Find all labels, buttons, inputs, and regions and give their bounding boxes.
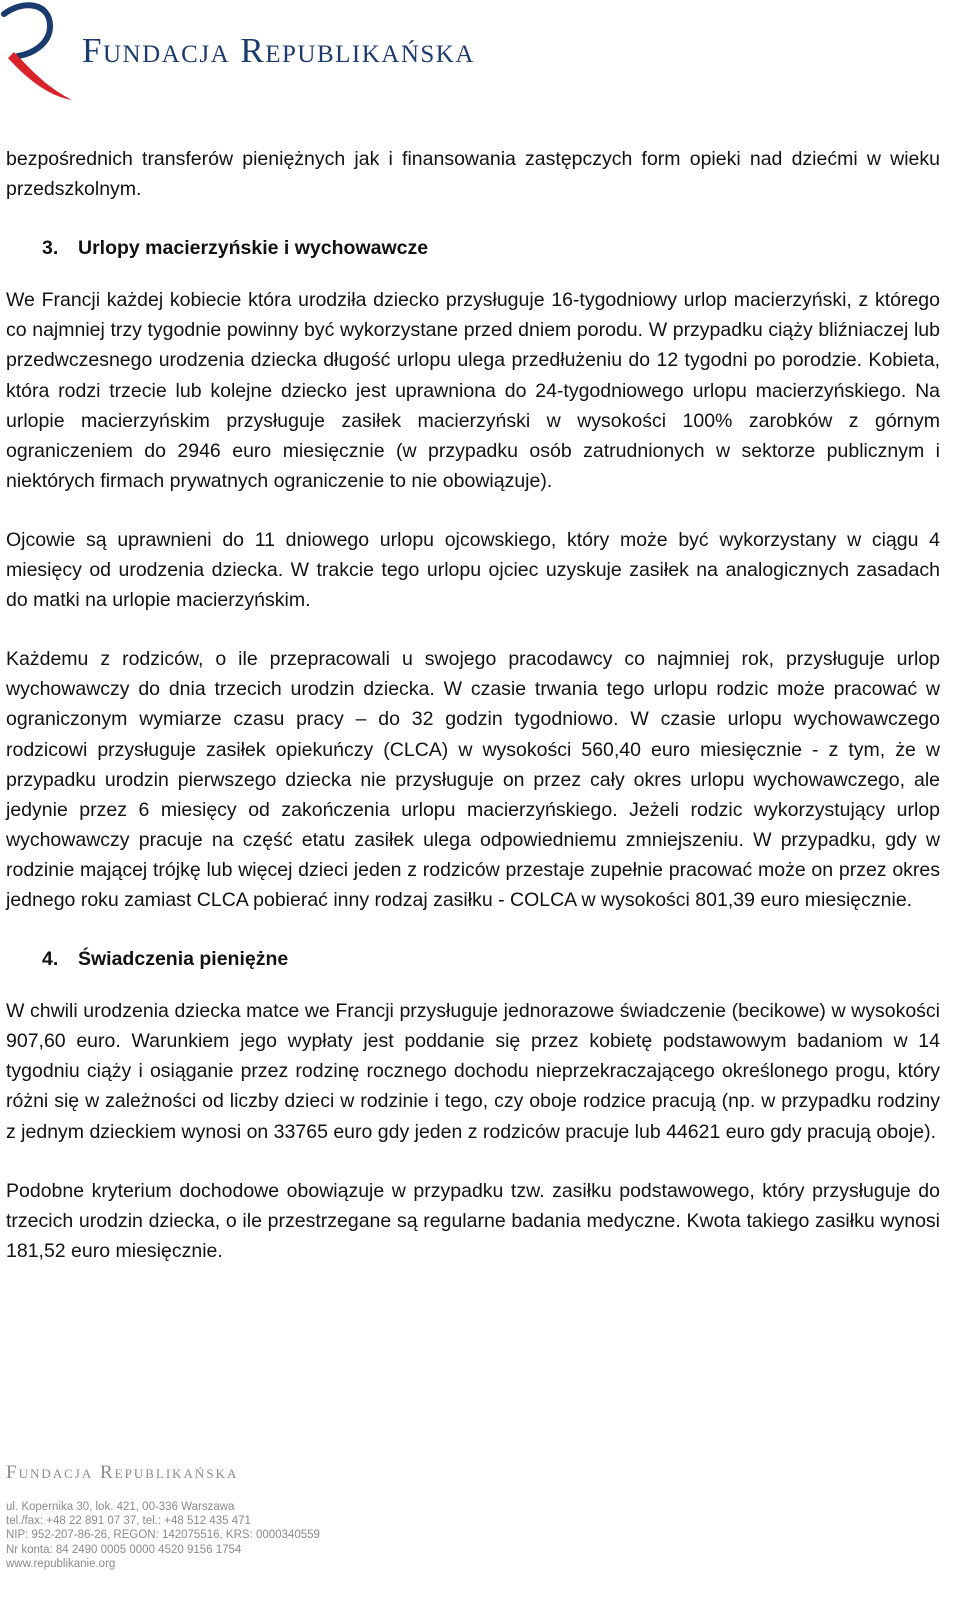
section-3-number: 3. xyxy=(42,237,59,260)
paragraph: W chwili urodzenia dziecka matce we Francji przysługuje jednorazowe świadczenie (becikowe) w wysokości 907,60 euro. Warunkiem jego wypłaty jest poddanie się przez kobietę podstawowym badaniom w 14 tygodniu ciąży i osiąganie przez rodzinę rocznego dochodu nieprzekraczającego określonego progu, który różni się w zależności od liczby dzieci w rodzinie i tego, czy oboje rodzice pracują (np. w przypadku rodziny z jednym dzieckiem wynosi on 33765 euro gdy jeden z rodziców pracuje lub 44621 euro gdy pracują oboje). xyxy=(6,1000,940,1143)
logo-mark-icon xyxy=(0,0,80,105)
section-3-heading xyxy=(6,233,940,263)
footer-bank-account: Nr konta: 84 2490 0005 0000 4520 9156 1754 xyxy=(6,1543,242,1556)
page-header xyxy=(0,0,960,110)
logo-text: Fundacja Republikańska xyxy=(82,31,475,70)
footer-organization-name: Fundacja Republikańska xyxy=(6,1462,239,1483)
section-4-title: Świadczenia pieniężne xyxy=(78,948,289,971)
section-4-number: 4. xyxy=(42,948,59,971)
section-4-heading xyxy=(6,944,940,974)
footer-website-link[interactable]: www.republikanie.org xyxy=(6,1557,116,1570)
footer-registry: NIP: 952-207-86-26, REGON: 142075516, KRS: 0000340559 xyxy=(6,1529,320,1542)
section-3-title: Urlopy macierzyńskie i wychowawcze xyxy=(78,237,429,260)
footer-contact xyxy=(6,1500,946,1571)
footer-address: ul. Kopernika 30, lok. 421, 00-336 Warszawa xyxy=(6,1501,235,1513)
paragraph: Ojcowie są uprawnieni do 11 dniowego urlopu ojcowskiego, który może być wykorzystany w ciągu 4 miesięcy od urodzenia dziecka. W trakcie tego urlopu ojciec uzyskuje zasiłek na analogicznych zasadach do matki na urlopie macierzyńskim. xyxy=(6,528,940,612)
paragraph: Podobne kryterium dochodowe obowiązuje w przypadku tzw. zasiłku podstawowego, który przysługuje do trzecich urodzin dziecka, o ile przestrzegane są regularne badania medyczne. Kwota takiego zasiłku wynosi 181,52 euro miesięcznie. xyxy=(6,1179,940,1262)
page-footer xyxy=(6,1462,946,1571)
footer-phone: tel./fax: +48 22 891 07 37, tel.: +48 512 435 471 xyxy=(6,1515,251,1528)
paragraph: We Francji każdej kobiecie która urodziła dziecko przysługuje 16-tygodniowy urlop macierzyński, z którego co najmniej trzy tygodnie powinny być wykorzystane przed dniem porodu. W przypadku ciąży bliźniaczej lub przedwczesnego urodzenia dziecka długość urlopu ulega przedłużeniu do 12 tygodni po porodzie. Kobieta, która rodzi trzecie lub kolejne dziecko jest uprawniona do 24-tygodniowego urlopu macierzyńskiego. Na urlopie macierzyńskim przysługuje zasiłek macierzyński w wysokości 100% zarobków z górnym ograniczeniem do 2946 euro miesięcznie (w przypadku osób zatrudnionych w sektorze publicznym i niektórych firmach prywatnych ograniczenie to nie obowiązuje). xyxy=(6,289,940,492)
document-body xyxy=(6,144,940,1266)
paragraph: Każdemu z rodziców, o ile przepracowali u swojego pracodawcy co najmniej rok, przysługuje urlop wychowawczy do dnia trzecich urodzin dziecka. W czasie trwania tego urlopu rodzic może pracować w ograniczonym wymiarze czasu pracy – do 32 godzin tygodniowo. W czasie urlopu wychowawczego rodzicowi przysługuje zasiłek opiekuńczy (CLCA) w wysokości 560,40 euro miesięcznie - z tym, że w przypadku urodzin pierwszego dziecka nie przysługuje on przez cały okres urlopu wychowawczego, ale jedynie przez 6 miesięcy od zakończenia urlopu macierzyńskiego. Jeżeli rodzic wykorzystujący urlop wychowawczy pracuje na część etatu zasiłek ulega odpowiedniemu zmniejszeniu. W przypadku, gdy w rodzinie mającej trójkę lub więcej dzieci jeden z rodziców przestaje zupełnie pracować może on przez okres jednego roku zamiast CLCA pobierać inny rodzaj zasiłku - COLCA w wysokości 801,39 euro miesięcznie. xyxy=(6,648,940,911)
intro-paragraph: bezpośrednich transferów pieniężnych jak i finansowania zastępczych form opieki nad dziećmi w wieku przedszkolnym. xyxy=(6,148,940,201)
